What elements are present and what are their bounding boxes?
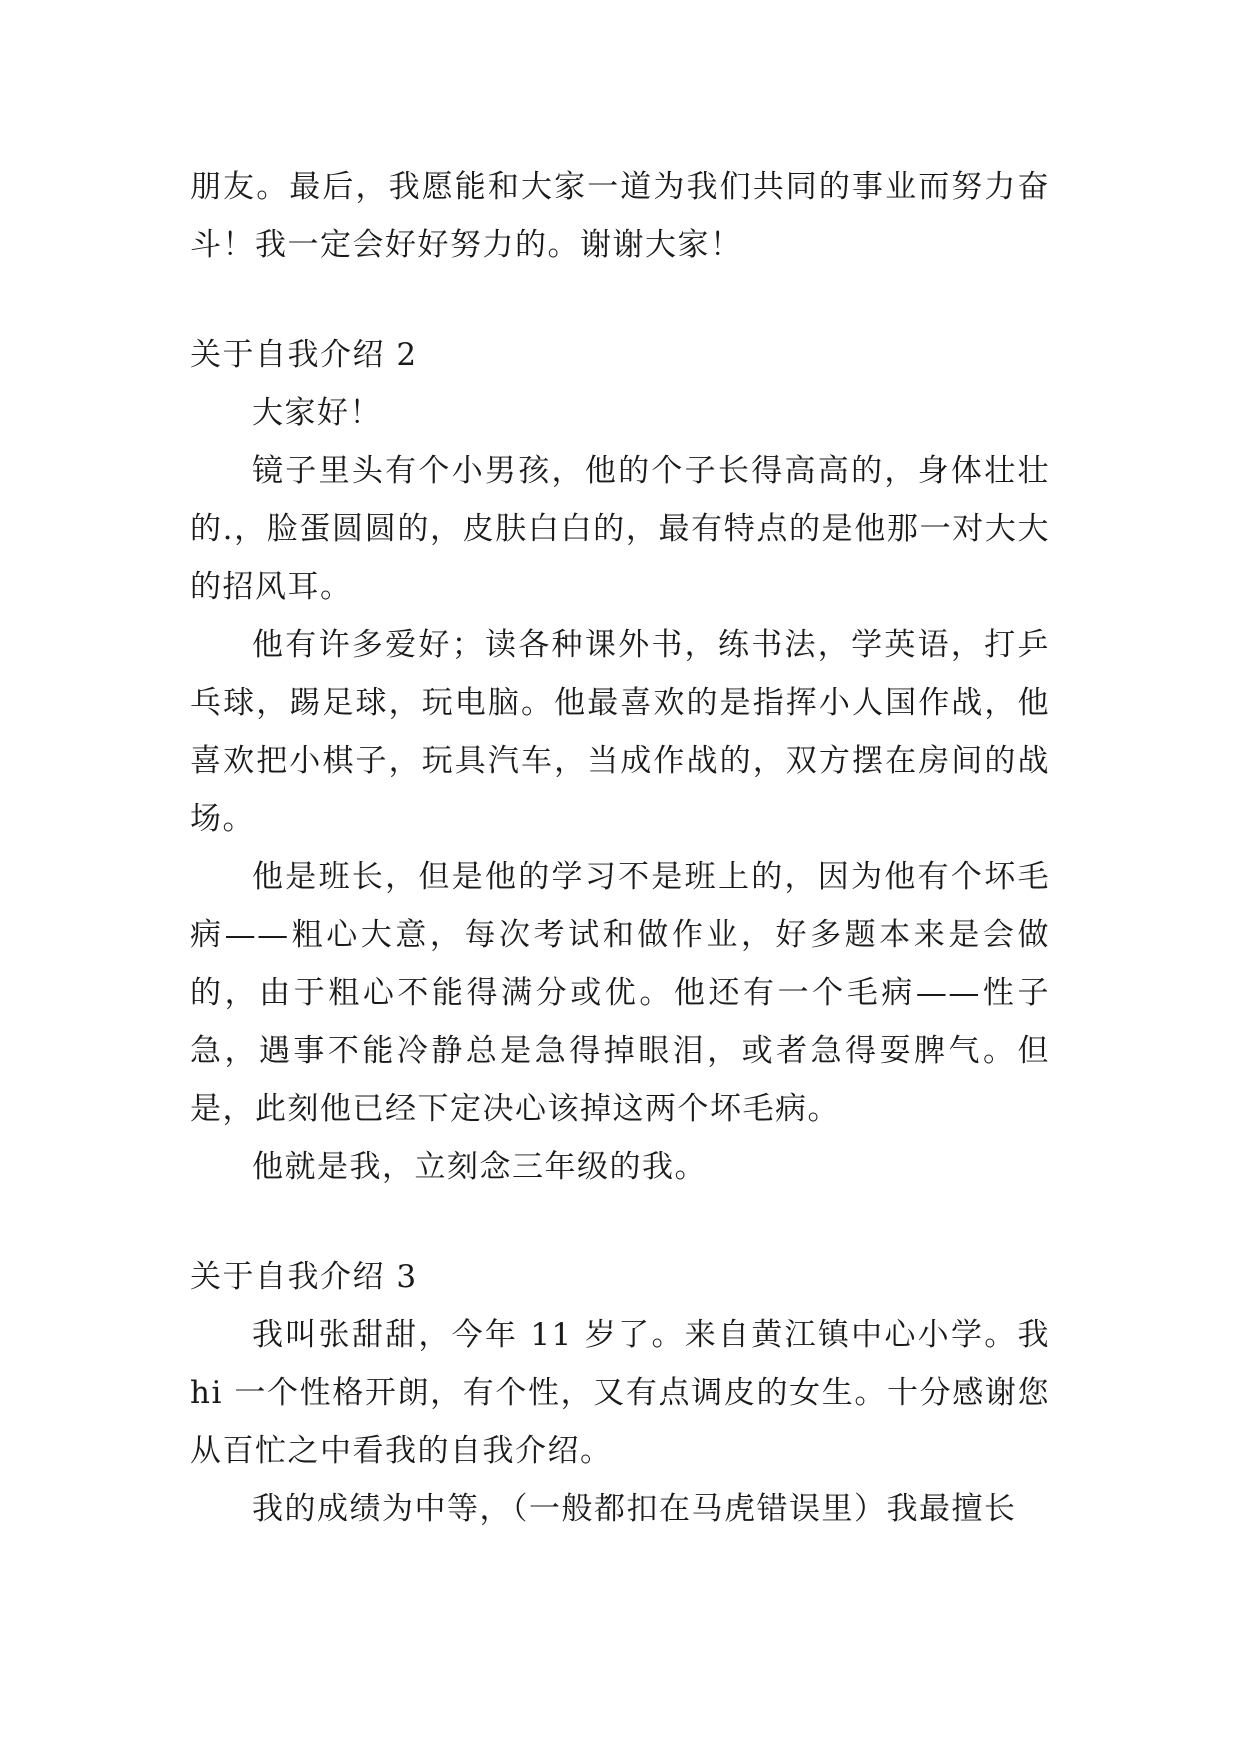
paragraph: 镜子里头有个小男孩，他的个子长得高高的，身体壮壮的.，脸蛋圆圆的，皮肤白白的，最有特点的是他那一对大大的招风耳。 bbox=[190, 453, 1050, 605]
paragraph: 他是班长，但是他的学习不是班上的，因为他有个坏毛病——粗心大意，每次考试和做作业，好多题本来是会做的，由于粗心不能得满分或优。他还有一个毛病——性子急，遇事不能冷静总是急得掉眼泪，或者急得耍脾气。但是，此刻他已经下定决心该掉这两个坏毛病。 bbox=[190, 859, 1050, 1127]
paragraph: 大家好！ bbox=[252, 395, 382, 431]
paragraph: 我叫张甜甜，今年 11 岁了。来自黄江镇中心小学。我 hi 一个性格开朗，有个性，又有点调皮的女生。十分感谢您从百忙之中看我的自我介绍。 bbox=[190, 1317, 1050, 1469]
continuation-paragraph: 朋友。最后，我愿能和大家一道为我们共同的事业而努力奋斗！我一定会好好努力的。谢谢大家！ bbox=[190, 169, 1050, 263]
document-body bbox=[190, 158, 1050, 1538]
paragraph: 他就是我，立刻念三年级的我。 bbox=[252, 1149, 707, 1185]
paragraph: 我的成绩为中等，（一般都扣在马虎错误里）我最擅长 bbox=[252, 1491, 1017, 1527]
section-heading-2: 关于自我介绍 2 bbox=[190, 337, 418, 373]
section-heading-3: 关于自我介绍 3 bbox=[190, 1259, 418, 1295]
paragraph: 他有许多爱好；读各种课外书，练书法，学英语，打乒乓球，踢足球，玩电脑。他最喜欢的是指挥小人国作战，他喜欢把小棋子，玩具汽车，当成作战的，双方摆在房间的战场。 bbox=[190, 627, 1050, 837]
